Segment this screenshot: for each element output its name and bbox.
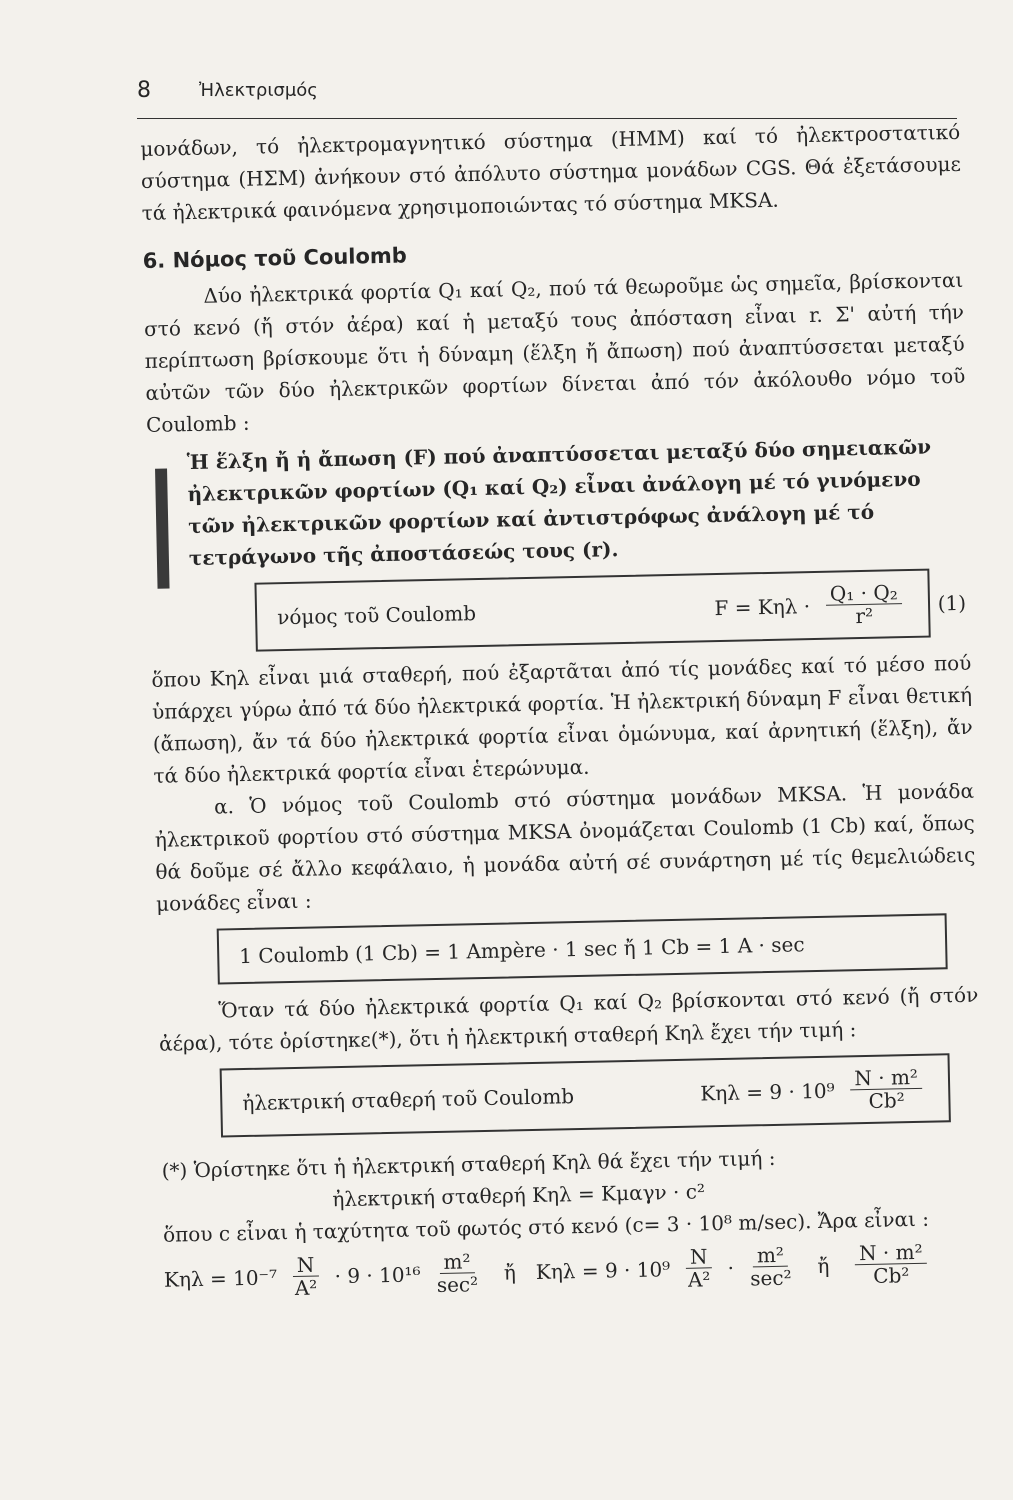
final-fraction-d	[855, 1241, 927, 1287]
final-term-a: Kηλ = 10⁻⁷	[163, 1264, 278, 1292]
formula-box-coulomb	[254, 569, 967, 652]
page-body	[140, 116, 984, 1302]
formula-box-constant	[220, 1053, 951, 1137]
final-c-num: N	[686, 1245, 712, 1269]
final-b-num: m²	[439, 1250, 474, 1274]
final-a-den: A²	[294, 1275, 318, 1301]
formula-box-unit	[217, 913, 948, 984]
paragraph-coulomb: Δύο ἠλεκτρικά φορτία Q₁ καί Q₂, πού τά θεωροῦμε ὡς σημεῖα, βρίσκονται στό κενό (ἤ στόν ἀέρα) καί ἡ μεταξύ τους ἀπόσταση εἶναι r. Σ' αὐτή τήν περίπτωση βρίσκουμε ὅτι ἡ δύναμη (ἕλξη ἤ ἄπωση) πού ἀναπτύσσεται μεταξύ αὐτῶν τῶν δύο ἠλεκτρικῶν φορτίων δίνεται ἀπό τόν ἀκόλουθο νόμο τοῦ Coulomb :	[143, 267, 966, 437]
equation-number: (1)	[937, 590, 967, 615]
constant-lhs: Kηλ = 9 · 10⁹	[700, 1078, 835, 1105]
section-heading: 6. Νόμος τοῦ Coulomb	[142, 243, 408, 273]
final-c-den2: sec²	[749, 1265, 792, 1291]
footnote: (*) Ὁρίστηκε ὅτι ἡ ἠλεκτρική σταθερή Kηλ θά ἔχει τήν τιμή :	[161, 1145, 776, 1183]
unit-definition: 1 Coulomb (1 Cb) = 1 Ampère · 1 sec ἤ 1 Cb = 1 A · sec	[239, 932, 805, 969]
formula-label: νόμος τοῦ Coulomb	[276, 600, 477, 629]
final-c-num2: m²	[753, 1244, 788, 1268]
footnote-formula: ἠλεκτρική σταθερή Kηλ = Kμαγν · c²	[332, 1179, 706, 1212]
formula	[714, 581, 908, 630]
final-fraction-b	[436, 1250, 478, 1296]
page-header	[137, 78, 957, 118]
fraction	[826, 581, 903, 628]
paragraph-vacuum: Ὅταν τά δύο ἠλεκτρικά φορτία Q₁ καί Q₂ βρίσκονται στό κενό (ἤ στόν ἀέρα), τότε ὁρίστηκε(*), ὅτι ἡ ἠλεκτρική σταθερή Kηλ ἔχει τήν τιμή :	[158, 982, 979, 1056]
final-fraction-c2	[750, 1244, 792, 1290]
constant-numerator: N · m²	[850, 1066, 922, 1090]
final-a-num: N	[293, 1254, 319, 1278]
final-fraction-a	[293, 1254, 319, 1300]
page-number: 8	[137, 78, 151, 103]
final-formula	[164, 1240, 985, 1302]
final-term-b: · 9 · 10¹⁶	[334, 1261, 421, 1288]
final-fraction-c	[686, 1245, 712, 1291]
law-statement	[147, 430, 970, 575]
final-or-1: ἤ	[503, 1259, 517, 1285]
constant-label: ἠλεκτρική σταθερή τοῦ Coulomb	[242, 1083, 575, 1115]
paragraph-constant: ὅπου Kηλ εἶναι μιά σταθερή, πού ἐξαρτᾶται ἀπό τίς μονάδες καί τό μέσο πού ὑπάρχει γύρω ἀπό τά δύο ἠλεκτρικά φορτία. Ἡ ἠλεκτρική δύναμη F εἶναι θετική (ἄπωση), ἄν τά δύο ἠλεκτρικά φορτία εἶναι ὁμώνυμα, καί ἀρνητική (ἕλξη), ἄν τά δύο ἠλεκτρικά φορτία εἶναι ἑτερώνυμα.	[151, 650, 973, 788]
final-c-dot: ·	[727, 1255, 735, 1280]
running-title: Ἠλεκτρισμός	[199, 80, 318, 101]
constant-formula	[700, 1066, 929, 1116]
paragraph-mksa: α. Ὁ νόμος τοῦ Coulomb στό σύστημα μονάδων MKSA. Ἡ μονάδα ἠλεκτρικοῦ φορτίου στό σύστημα MKSA ὀνομάζεται Coulomb (1 Cb) καί, ὅπως θά δοῦμε σέ ἄλλο κεφάλαιο, ἡ μονάδα αὐτή σέ συνάρτηση μέ τίς θεμελιώδεις μονάδες εἶναι :	[154, 778, 976, 916]
law-text: Ἡ ἕλξη ἤ ἡ ἄπωση (F) πού ἀναπτύσσεται μεταξύ δύο σημειακῶν ἠλεκτρικῶν φορτίων (Q₁ καί Q₂) εἶναι ἀνάλογη μέ τό γινόμενο τῶν ἠλεκτρικῶν φορτίων καί ἀντιστρόφως ἀνάλογη μέ τό τετράγωνο τῆς ἀποστάσεώς τους (r).	[186, 434, 932, 571]
paragraph-intro: μονάδων, τό ἠλεκτρομαγνητικό σύστημα (ΗΜΜ) καί τό ἠλεκτροστατικό σύστημα (ΗΣΜ) ἀνήκουν στό ἀπόλυτο σύστημα μονάδων CGS. Θά ἐξετάσουμε τά ἠλεκτρικά φαινόμενα χρησιμοποιώντας τό σύστημα MKSA.	[140, 119, 962, 225]
margin-bar	[155, 469, 170, 589]
final-d-den: Cb²	[873, 1263, 910, 1288]
numerator: Q₁ · Q₂	[826, 581, 902, 606]
constant-denominator: Cb²	[868, 1088, 905, 1113]
footnote-continued: ὅπου c εἶναι ἡ ταχύτητα τοῦ φωτός στό κενό (c= 3 · 10⁸ m/sec). Ἄρα εἶναι :	[162, 1206, 930, 1247]
constant-fraction	[850, 1066, 922, 1112]
final-term-c: Kηλ = 9 · 10⁹	[535, 1256, 671, 1284]
final-or-2: ἤ	[817, 1253, 830, 1278]
denominator: r²	[855, 603, 874, 629]
final-d-num: N · m²	[855, 1241, 927, 1265]
formula-lhs: F = Kηλ ·	[714, 593, 811, 620]
final-b-den: sec²	[436, 1272, 479, 1298]
final-c-den: A²	[687, 1267, 711, 1292]
